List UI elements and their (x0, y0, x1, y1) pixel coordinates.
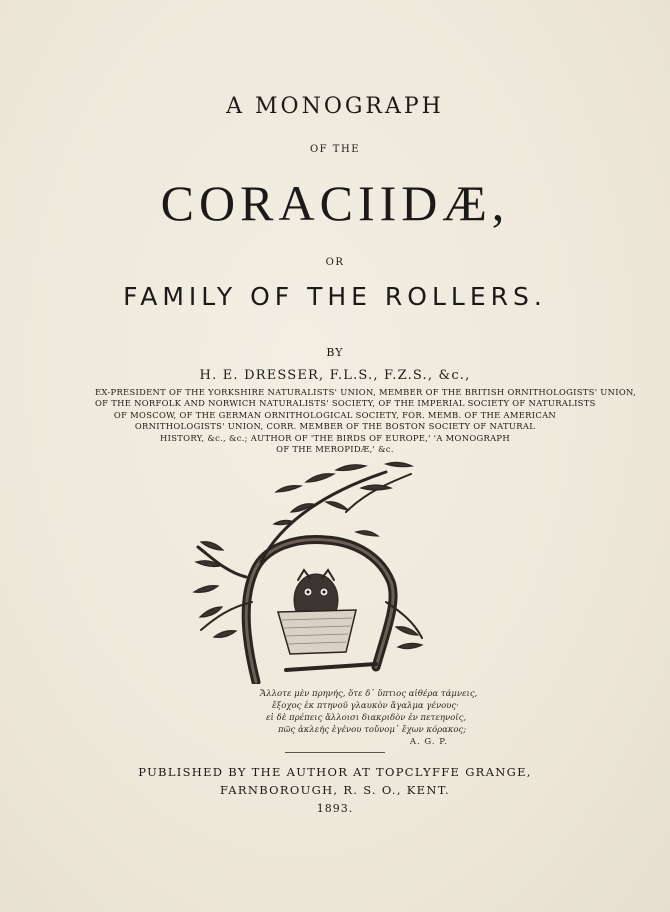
credential-line: OF THE MEROPIDÆ,' &c. (276, 444, 394, 455)
imprint-publisher: PUBLISHED BY THE AUTHOR AT TOPCLYFFE GRANGE, (138, 765, 532, 779)
verse-line: πῶς ἀκλεὴς ἐγένου τοὔνομ᾽ ἔχων κόρακος; (278, 725, 467, 735)
title-line-family: FAMILY OF THE ROLLERS. (123, 282, 547, 311)
title-line-of-the: OF THE (309, 144, 360, 155)
title-line-monograph: A MONOGRAPH (226, 94, 444, 119)
credential-line: HISTORY, &c., &c.; AUTHOR OF 'THE BIRDS OF EUROPE,' 'A MONOGRAPH (160, 432, 510, 443)
author-name: H. E. DRESSER, F.L.S., F.Z.S., &c., (199, 368, 471, 383)
credential-line: OF THE NORFOLK AND NORWICH NATURALISTS' SOCIETY, OF THE IMPERIAL SOCIETY OF NATURALISTS (95, 398, 596, 409)
byline-by: BY (326, 346, 344, 359)
credential-line: OF MOSCOW, OF THE GERMAN ORNITHOLOGICAL SOCIETY, FOR. MEMB. OF THE AMERICAN (113, 409, 557, 420)
imprint-place: FARNBOROUGH, R. S. O., KENT. (220, 783, 450, 797)
verse-line: Ἄλλοτε μὲν πρηνής, ὅτε δ᾽ ὕπτιος αἰθέρα τάμνεις, (260, 689, 478, 699)
credential-line: ORNITHOLOGISTS' UNION, CORR. MEMBER OF THE BOSTON SOCIETY OF NATURAL (134, 421, 536, 432)
title-line-or: OR (325, 257, 345, 268)
verse-line: ἔξοχος ἐκ πτηνοῦ γλαυκὸν ἄγαλμα γένους· (272, 701, 459, 711)
verse-signature: A. G. P. (409, 737, 448, 747)
divider-rule (285, 752, 385, 753)
credential-line: EX-PRESIDENT OF THE YORKSHIRE NATURALISTS' UNION, MEMBER OF THE BRITISH ORNITHOLOGISTS' UNION, (95, 387, 637, 397)
owl-vignette-engraving (186, 452, 426, 684)
author-credentials (95, 387, 637, 455)
imprint-year: 1893. (316, 802, 354, 815)
title-line-coraciidae: CORACIIDÆ, (160, 175, 510, 231)
verse-line: εἰ δὲ πρέπεις ἄλλοισι διακριδὸν ἐν πετεηνοῖς, (266, 713, 467, 723)
greek-epigram (260, 688, 478, 748)
